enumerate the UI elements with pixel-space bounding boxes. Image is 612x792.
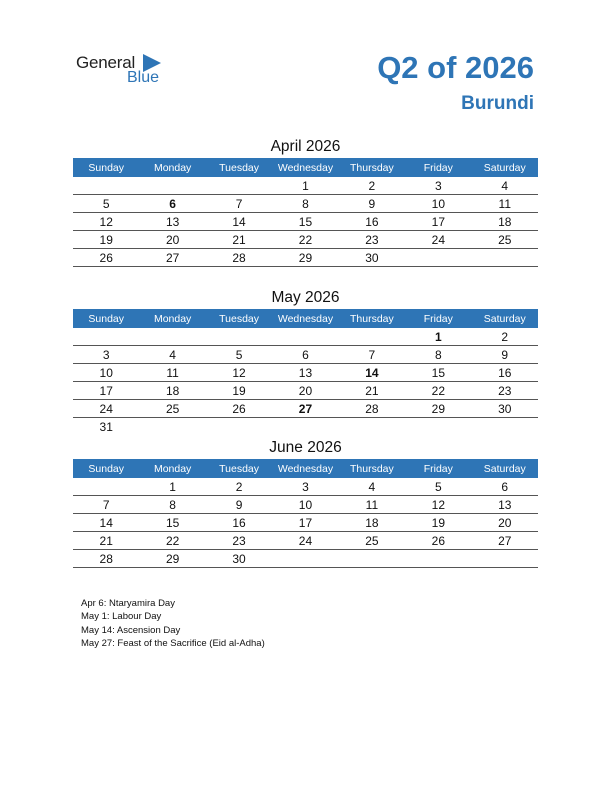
day-cell: 12 [405, 496, 471, 514]
empty-day-cell [339, 328, 405, 346]
day-cell: 15 [272, 213, 338, 231]
day-cell: 10 [272, 496, 338, 514]
empty-day-cell [472, 550, 538, 568]
day-cell: 13 [472, 496, 538, 514]
day-cell: 3 [73, 346, 139, 364]
calendar-june [73, 437, 538, 568]
day-cell: 7 [206, 195, 272, 213]
day-cell: 2 [472, 328, 538, 346]
day-cell: 14 [73, 514, 139, 532]
empty-day-cell [73, 177, 139, 195]
empty-day-cell [139, 418, 205, 436]
day-cell: 14 [206, 213, 272, 231]
logo-blue-text: Blue [127, 69, 160, 86]
day-cell: 20 [272, 382, 338, 400]
day-cell: 16 [206, 514, 272, 532]
week-row [73, 382, 538, 400]
day-cell: 18 [339, 514, 405, 532]
day-cell: 14 [339, 364, 405, 382]
day-cell: 11 [339, 496, 405, 514]
day-cell: 27 [472, 532, 538, 550]
day-cell: 2 [206, 478, 272, 496]
weekday-header: Friday [405, 158, 471, 177]
week-row [73, 177, 538, 195]
logo-general-text: General [76, 53, 136, 72]
calendar-table [73, 309, 538, 435]
weekday-header: Tuesday [206, 158, 272, 177]
weekday-header: Thursday [339, 459, 405, 478]
weekday-header: Thursday [339, 309, 405, 328]
day-cell: 26 [405, 532, 471, 550]
day-cell: 27 [272, 400, 338, 418]
day-cell: 26 [206, 400, 272, 418]
day-cell: 8 [139, 496, 205, 514]
week-row [73, 364, 538, 382]
empty-day-cell [272, 550, 338, 568]
day-cell: 4 [472, 177, 538, 195]
weekday-header: Sunday [73, 459, 139, 478]
day-cell: 16 [339, 213, 405, 231]
day-cell: 1 [272, 177, 338, 195]
day-cell: 8 [405, 346, 471, 364]
day-cell: 19 [73, 231, 139, 249]
weekday-header: Sunday [73, 158, 139, 177]
week-row [73, 478, 538, 496]
week-row [73, 213, 538, 231]
day-cell: 1 [405, 328, 471, 346]
empty-day-cell [472, 418, 538, 436]
week-row [73, 400, 538, 418]
empty-day-cell [272, 418, 338, 436]
day-cell: 20 [472, 514, 538, 532]
day-cell: 4 [339, 478, 405, 496]
day-cell: 6 [139, 195, 205, 213]
month-title: May 2026 [271, 289, 340, 306]
day-cell: 30 [472, 400, 538, 418]
day-cell: 9 [339, 195, 405, 213]
day-cell: 9 [206, 496, 272, 514]
week-row [73, 514, 538, 532]
weekday-header: Saturday [472, 158, 538, 177]
weekday-header: Tuesday [206, 309, 272, 328]
day-cell: 29 [405, 400, 471, 418]
day-cell: 15 [139, 514, 205, 532]
weekday-header: Tuesday [206, 459, 272, 478]
day-cell: 9 [472, 346, 538, 364]
empty-day-cell [405, 249, 471, 267]
weekday-header: Sunday [73, 309, 139, 328]
calendar-table [73, 158, 538, 267]
empty-day-cell [73, 328, 139, 346]
day-cell: 11 [472, 195, 538, 213]
empty-day-cell [405, 550, 471, 568]
day-cell: 18 [139, 382, 205, 400]
day-cell: 24 [405, 231, 471, 249]
week-row [73, 231, 538, 249]
day-cell: 3 [405, 177, 471, 195]
calendar-may [73, 287, 538, 435]
empty-day-cell [206, 177, 272, 195]
day-cell: 23 [472, 382, 538, 400]
empty-day-cell [73, 478, 139, 496]
day-cell: 3 [272, 478, 338, 496]
weekday-header: Thursday [339, 158, 405, 177]
empty-day-cell [139, 328, 205, 346]
day-cell: 23 [206, 532, 272, 550]
week-row [73, 418, 538, 436]
day-cell: 22 [405, 382, 471, 400]
day-cell: 10 [73, 364, 139, 382]
week-row [73, 346, 538, 364]
weekday-header: Wednesday [272, 309, 338, 328]
calendar-table [73, 459, 538, 568]
day-cell: 17 [73, 382, 139, 400]
week-row [73, 249, 538, 267]
day-cell: 13 [139, 213, 205, 231]
day-cell: 6 [472, 478, 538, 496]
month-title: April 2026 [270, 138, 341, 155]
day-cell: 25 [339, 532, 405, 550]
logo [76, 52, 186, 92]
weekday-header: Wednesday [272, 459, 338, 478]
empty-day-cell [272, 328, 338, 346]
day-cell: 17 [272, 514, 338, 532]
day-cell: 24 [73, 400, 139, 418]
day-cell: 10 [405, 195, 471, 213]
day-cell: 29 [272, 249, 338, 267]
day-cell: 2 [339, 177, 405, 195]
day-cell: 7 [73, 496, 139, 514]
empty-day-cell [139, 177, 205, 195]
weekday-header: Monday [139, 158, 205, 177]
day-cell: 8 [272, 195, 338, 213]
weekday-header: Saturday [472, 459, 538, 478]
day-cell: 4 [139, 346, 205, 364]
country-name: Burundi [461, 93, 534, 114]
weekday-header: Wednesday [272, 158, 338, 177]
holiday-note: May 14: Ascension Day [81, 624, 181, 636]
day-cell: 11 [139, 364, 205, 382]
week-row [73, 532, 538, 550]
day-cell: 22 [272, 231, 338, 249]
day-cell: 30 [339, 249, 405, 267]
day-cell: 17 [405, 213, 471, 231]
calendar-april [73, 136, 538, 267]
week-row [73, 550, 538, 568]
day-cell: 28 [339, 400, 405, 418]
day-cell: 18 [472, 213, 538, 231]
empty-day-cell [206, 328, 272, 346]
weekday-header: Saturday [472, 309, 538, 328]
day-cell: 5 [405, 478, 471, 496]
empty-day-cell [339, 550, 405, 568]
day-cell: 27 [139, 249, 205, 267]
day-cell: 31 [99, 419, 113, 434]
day-cell: 26 [73, 249, 139, 267]
day-cell: 21 [206, 231, 272, 249]
holiday-note: May 1: Labour Day [81, 611, 162, 623]
month-title: June 2026 [269, 439, 342, 456]
week-row [73, 195, 538, 213]
weekday-header: Monday [139, 459, 205, 478]
week-row [73, 496, 538, 514]
day-cell: 23 [339, 231, 405, 249]
empty-day-cell [472, 249, 538, 267]
day-cell: 21 [339, 382, 405, 400]
day-cell: 30 [206, 550, 272, 568]
day-cell: 22 [139, 532, 205, 550]
day-cell: 13 [272, 364, 338, 382]
weekday-header: Friday [405, 459, 471, 478]
day-cell: 19 [206, 382, 272, 400]
day-cell: 24 [272, 532, 338, 550]
day-cell: 1 [139, 478, 205, 496]
day-cell: 6 [272, 346, 338, 364]
empty-day-cell [206, 418, 272, 436]
weekday-header: Monday [139, 309, 205, 328]
day-cell: 12 [206, 364, 272, 382]
holiday-note: May 27: Feast of the Sacrifice (Eid al-Adha) [81, 637, 265, 649]
day-cell: 5 [73, 195, 139, 213]
day-cell: 15 [405, 364, 471, 382]
day-cell: 20 [139, 231, 205, 249]
day-cell: 29 [139, 550, 205, 568]
day-cell: 7 [339, 346, 405, 364]
day-cell: 16 [472, 364, 538, 382]
day-cell: 25 [472, 231, 538, 249]
page-title: Q2 of 2026 [377, 50, 534, 85]
day-cell: 5 [206, 346, 272, 364]
day-cell: 19 [405, 514, 471, 532]
empty-day-cell [405, 418, 471, 436]
weekday-header: Friday [405, 309, 471, 328]
empty-day-cell [339, 418, 405, 436]
day-cell: 25 [139, 400, 205, 418]
day-cell: 21 [73, 532, 139, 550]
day-cell: 28 [73, 550, 139, 568]
holiday-note: Apr 6: Ntaryamira Day [81, 598, 175, 609]
week-row [73, 328, 538, 346]
day-cell: 12 [73, 213, 139, 231]
day-cell: 28 [206, 249, 272, 267]
holiday-notes [81, 597, 265, 650]
